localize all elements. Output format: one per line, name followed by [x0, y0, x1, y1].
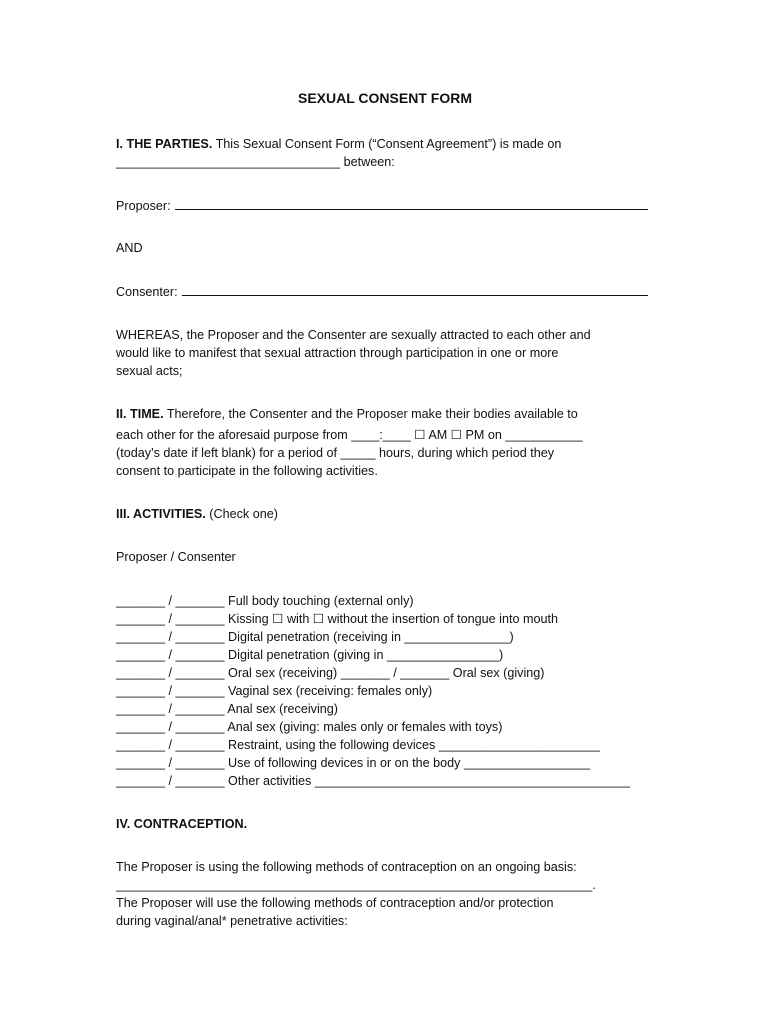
contraception-line: The Proposer is using the following methods of contraception on an ongoing basis: — [116, 860, 577, 874]
activities-heading: III. ACTIVITIES. — [116, 507, 206, 521]
activity-row[interactable]: _______ / _______ Digital penetration (giving in ________________) — [116, 648, 504, 662]
parties-text: This Sexual Consent Form (“Consent Agreement”) is made on — [212, 137, 562, 151]
proposer-label: Proposer: — [116, 199, 171, 213]
activity-row[interactable]: _______ / _______ Restraint, using the following devices _______________________ — [116, 738, 600, 752]
activity-row[interactable]: _______ / _______ Use of following devices in or on the body __________________ — [116, 756, 591, 770]
activity-row[interactable]: _______ / _______ Anal sex (receiving) — [116, 702, 338, 716]
parties-heading: I. THE PARTIES. — [116, 137, 213, 151]
contraception-section — [116, 858, 656, 930]
whereas-line: sexual acts; — [116, 364, 183, 378]
consenter-label: Consenter: — [116, 285, 178, 299]
activities-list — [116, 592, 656, 790]
time-line: Therefore, the Consenter and the Proposer make their bodies available to — [163, 407, 578, 421]
parties-section — [116, 135, 648, 171]
contraception-line: The Proposer will use the following methods of contraception and/or protection — [116, 896, 554, 910]
time-section — [116, 405, 648, 480]
contraception-line: during vaginal/anal* penetrative activities: — [116, 914, 348, 928]
activity-row[interactable]: _______ / _______ Full body touching (external only) — [116, 594, 414, 608]
time-line: consent to participate in the following activities. — [116, 464, 378, 478]
form-title: SEXUAL CONSENT FORM — [298, 90, 472, 106]
proposer-field[interactable] — [116, 196, 648, 215]
consenter-field[interactable] — [116, 282, 648, 301]
whereas-paragraph — [116, 326, 648, 380]
contraception-blank-line[interactable]: ____________________________________________________________________. — [116, 878, 596, 892]
contraception-heading: IV. CONTRACEPTION. — [116, 817, 248, 831]
activity-row[interactable]: _______ / _______ Oral sex (receiving) _______ / _______ Oral sex (giving) — [116, 666, 545, 680]
activity-row[interactable]: _______ / _______ Anal sex (giving: males only or females with toys) — [116, 720, 503, 734]
proposer-input-line[interactable] — [175, 196, 648, 210]
parties-date-line[interactable]: ________________________________ between: — [116, 155, 395, 169]
activity-row[interactable]: _______ / _______ Vaginal sex (receiving: females only) — [116, 684, 433, 698]
activity-row[interactable]: _______ / _______ Kissing ☐ with ☐ without the insertion of tongue into mouth — [116, 612, 558, 626]
time-heading: II. TIME. — [116, 407, 164, 421]
time-line: (today’s date if left blank) for a period of _____ hours, during which period they — [116, 446, 555, 460]
whereas-line: WHEREAS, the Proposer and the Consenter are sexually attracted to each other and — [116, 328, 591, 342]
consenter-input-line[interactable] — [182, 282, 648, 296]
activities-columns: Proposer / Consenter — [116, 550, 236, 564]
activity-row[interactable]: _______ / _______ Digital penetration (receiving in _______________) — [116, 630, 514, 644]
and-label: AND — [116, 241, 143, 255]
activities-heading-line — [116, 505, 648, 523]
whereas-line: would like to manifest that sexual attraction through participation in one or more — [116, 346, 559, 360]
activities-note: (Check one) — [205, 507, 278, 521]
activity-row[interactable]: _______ / _______ Other activities _____________________________________________ — [116, 774, 631, 788]
time-line[interactable]: each other for the aforesaid purpose from ____:____ ☐ AM ☐ PM on ___________ — [116, 428, 583, 442]
